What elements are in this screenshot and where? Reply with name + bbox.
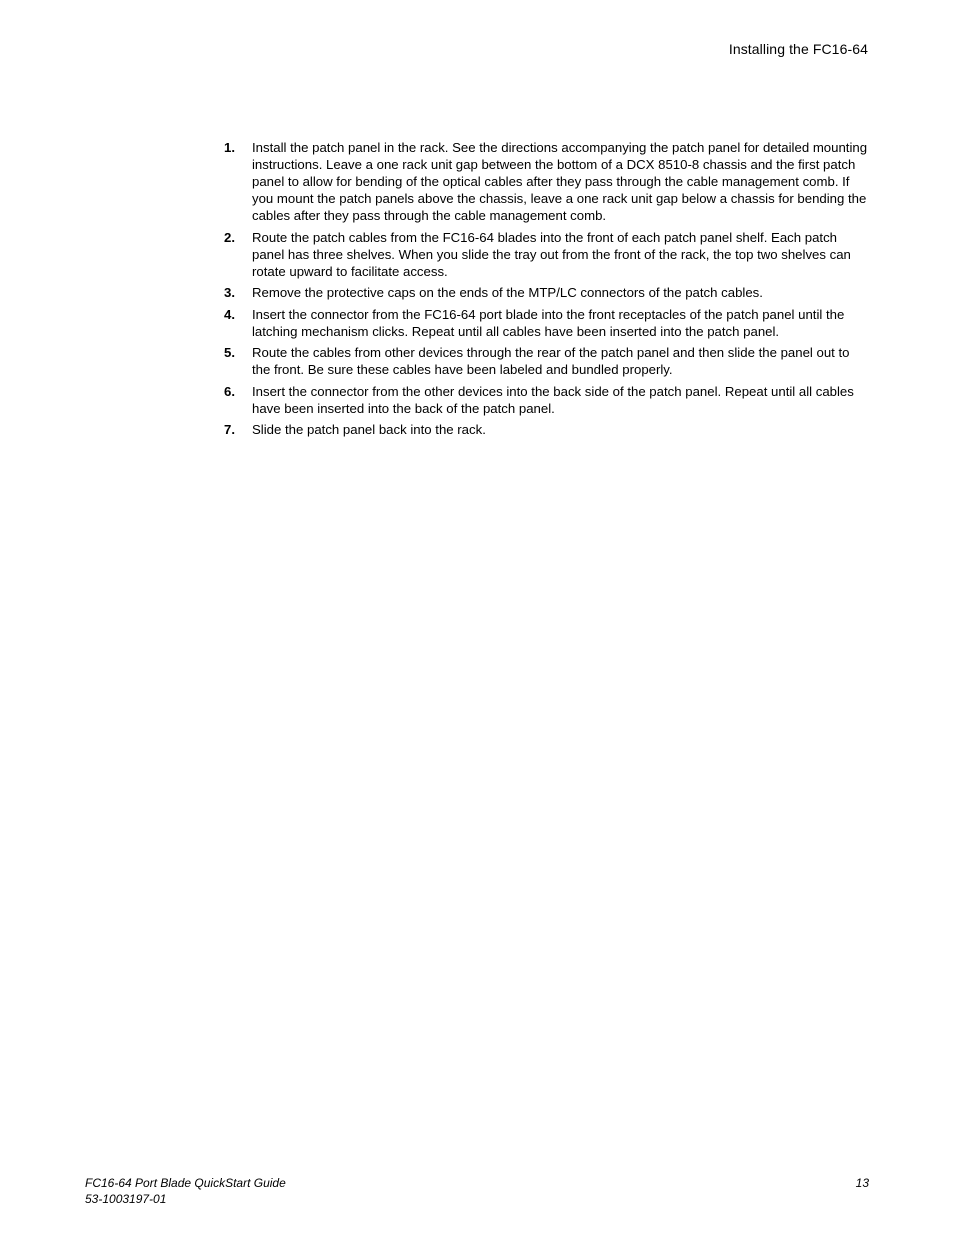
step-number: 1. bbox=[224, 140, 235, 155]
step-item bbox=[224, 306, 870, 340]
step-item bbox=[224, 229, 870, 280]
step-item bbox=[224, 139, 870, 224]
step-number: 4. bbox=[224, 306, 235, 322]
step-number: 5. bbox=[224, 345, 235, 360]
running-header: Installing the FC16-64 bbox=[728, 41, 868, 57]
step-item bbox=[224, 344, 870, 378]
page-number: 13 bbox=[855, 1176, 869, 1190]
step-text: Insert the connector from the other devices into the back side of the patch panel. Repeat until all cables have been inserted into the back of the patch panel. bbox=[252, 383, 854, 416]
step-text: Insert the connector from the FC16-64 port blade into the front receptacles of the patch panel until the latching mechanism clicks. Repeat until all cables have been inserted into the patch panel. bbox=[252, 306, 845, 339]
step-item bbox=[224, 284, 870, 301]
step-item bbox=[224, 383, 870, 417]
step-item bbox=[224, 421, 870, 438]
step-text: Slide the patch panel back into the rack. bbox=[252, 422, 486, 437]
procedure-steps bbox=[224, 139, 870, 443]
footer-doc-info bbox=[85, 1175, 286, 1207]
step-text: Route the cables from other devices through the rear of the patch panel and then slide the panel out to the front. Be sure these cables have been labeled and bundled properly. bbox=[252, 345, 850, 377]
step-text: Route the patch cables from the FC16-64 blades into the front of each patch panel shelf. Each patch panel has three shelves. When you slide the tray out from the front of the rack, the top two shelves can rotate upward to facilitate access. bbox=[252, 229, 851, 279]
footer-guide-title: FC16-64 Port Blade QuickStart Guide bbox=[85, 1176, 286, 1190]
step-number: 6. bbox=[224, 383, 235, 399]
step-number: 2. bbox=[224, 229, 235, 245]
step-text: Remove the protective caps on the ends of the MTP/LC connectors of the patch cables. bbox=[252, 285, 763, 300]
step-number: 7. bbox=[224, 422, 235, 437]
step-number: 3. bbox=[224, 285, 235, 300]
footer-doc-number: 53-1003197-01 bbox=[85, 1192, 167, 1206]
step-text: Install the patch panel in the rack. See the directions accompanying the patch panel for detailed mounting instructions. Leave a one rack unit gap between the bottom of a DCX 8510-8 chassis and the first patch panel to allow for bending of the optical cables after they pass through the cable management comb. If you mount the patch panels above the chassis, leave a one rack unit gap below a chassis for bending the cables after they pass through the cable management comb. bbox=[252, 140, 868, 223]
